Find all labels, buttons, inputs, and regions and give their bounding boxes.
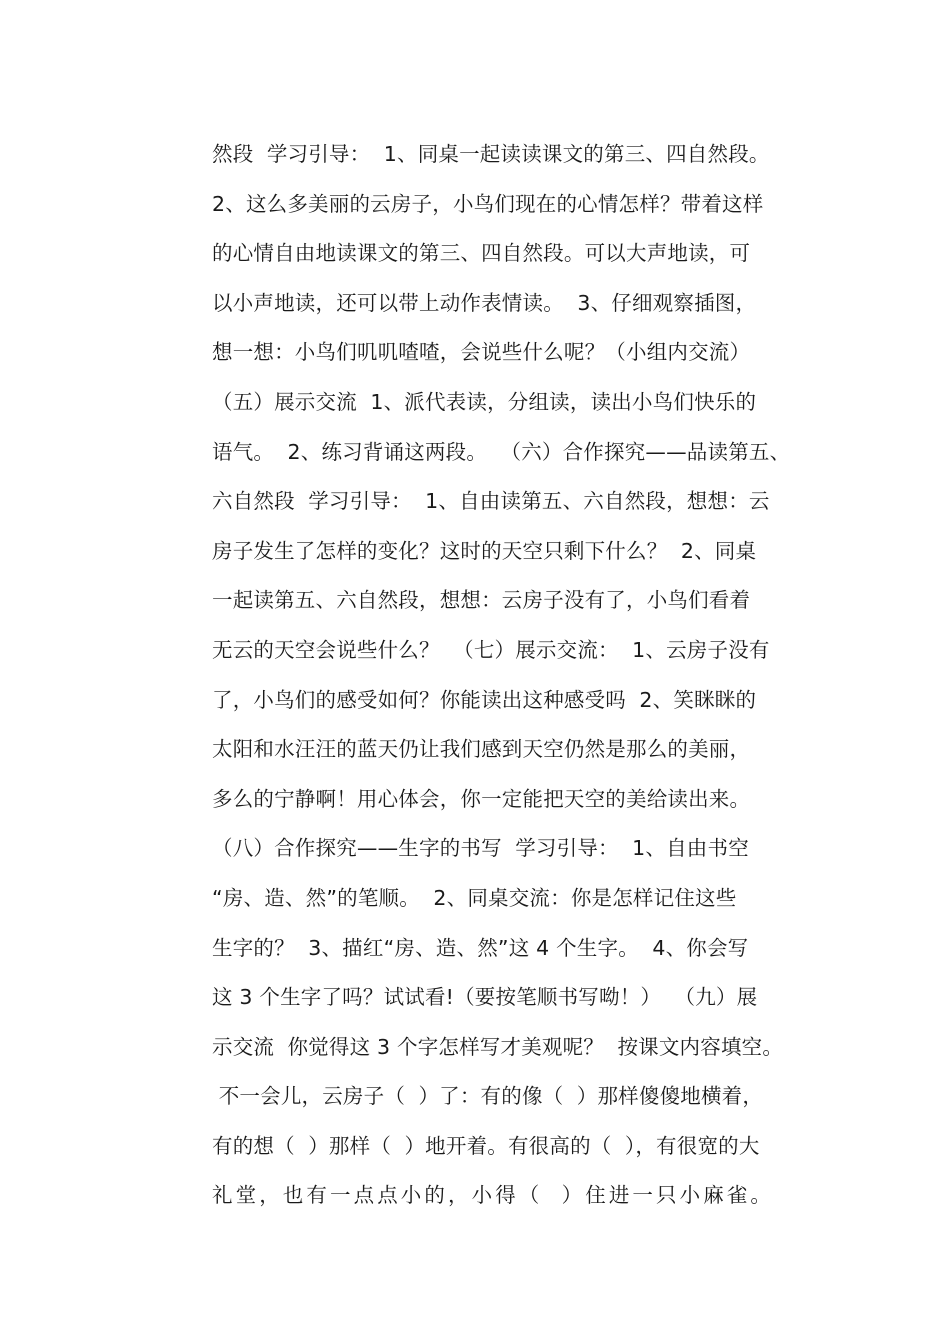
text-line: 六自然段 学习引导： 1、自由读第五、六自然段，想想：云: [212, 489, 770, 514]
text-line: 的心情自由地读课文的第三、四自然段。可以大声地读，可: [212, 241, 751, 266]
text-line: 有的想（ ）那样（ ）地开着。有很高的（ ），有很宽的大: [212, 1133, 760, 1158]
text-line: 示交流 你觉得这 3 个字怎样写才美观呢？ 按课文内容填空。: [212, 1034, 784, 1059]
text-line: （八）合作探究——生字的书写 学习引导： 1、自由书空: [212, 836, 749, 861]
text-line: 礼堂，也有一点点小的，小得（ ）住进一只小麻雀。: [212, 1183, 775, 1208]
text-line: 语气。 2、练习背诵这两段。 （六）合作探究——品读第五、: [212, 439, 791, 464]
text-line: 房子发生了怎样的变化？这时的天空只剩下什么？ 2、同桌: [212, 538, 757, 563]
text-line: 了，小鸟们的感受如何？你能读出这种感受吗 2、笑眯眯的: [212, 687, 757, 712]
body-text: [212, 130, 832, 1221]
text-line: 不一会儿，云房子（ ）了：有的像（ ）那样傻傻地横着，: [212, 1084, 764, 1109]
text-line: （五）展示交流 1、派代表读，分组读，读出小鸟们快乐的: [212, 389, 757, 414]
text-line: 这 3 个生字了吗？试试看!（要按笔顺书写呦！） （九）展: [212, 985, 758, 1010]
text-line: 然段 学习引导： 1、同桌一起读读课文的第三、四自然段。: [212, 142, 770, 166]
text-line: 生字的？ 3、描红“房、造、然”这 4 个生字。 4、你会写: [212, 935, 749, 960]
text-line: 以小声地读，还可以带上动作表情读。 3、仔细观察插图，: [212, 290, 757, 315]
text-line: 2、这么多美丽的云房子，小鸟们现在的心情怎样？带着这样: [212, 191, 764, 216]
text-line: 太阳和水汪汪的蓝天仍让我们感到天空仍然是那么的美丽，: [212, 737, 751, 762]
text-line: 一起读第五、六自然段，想想：云房子没有了，小鸟们看着: [212, 588, 751, 613]
text-line: “房、造、然”的笔顺。 2、同桌交流：你是怎样记住这些: [212, 885, 737, 910]
text-line: 想一想：小鸟们叽叽喳喳，会说些什么呢？（小组内交流）: [212, 340, 751, 365]
text-line: 无云的天空会说些什么？ （七）展示交流： 1、云房子没有: [212, 637, 770, 662]
text-line: 多么的宁静啊！用心体会，你一定能把天空的美给读出来。: [212, 786, 751, 811]
